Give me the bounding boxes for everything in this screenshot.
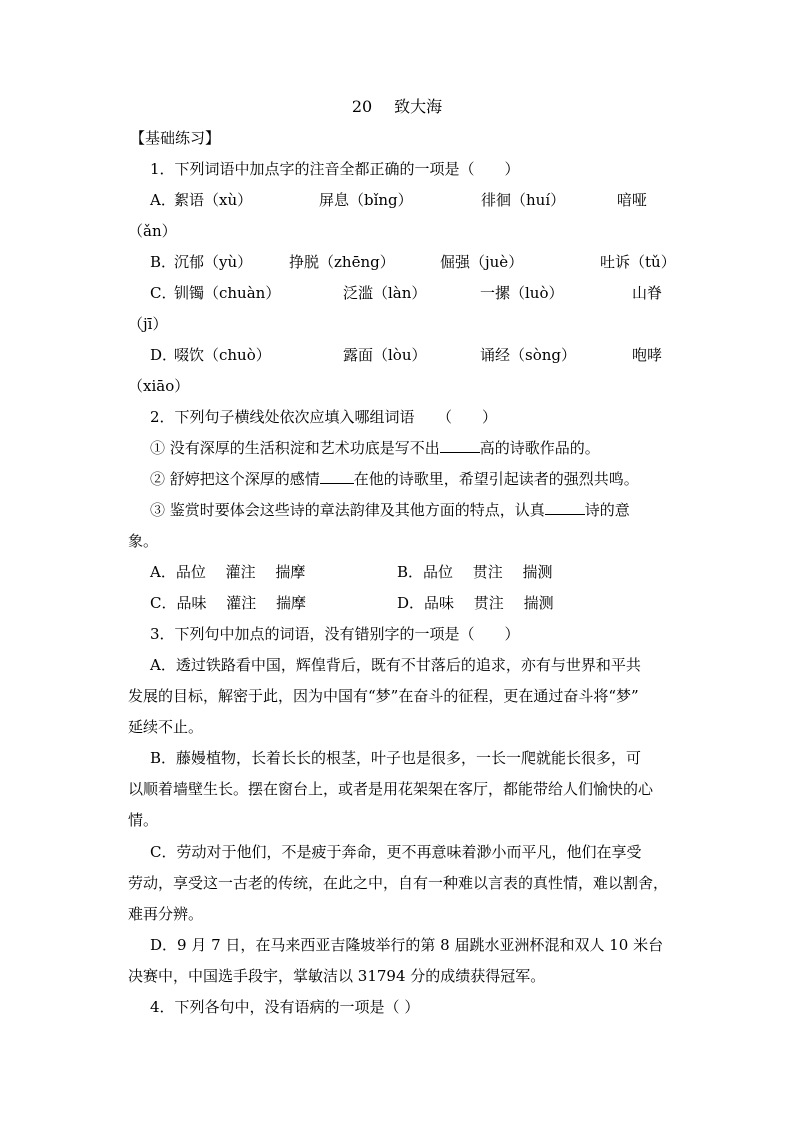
q2-sentence-3-wrap: 象。 [128, 532, 159, 550]
option-word: 喑哑 [617, 191, 648, 209]
q2-option-a: A．品位 灌注 揣摩 [150, 563, 306, 581]
sentence-text: 在他的诗歌里，希望引起读者的强烈共鸣。 [353, 470, 639, 488]
option-word: 泛滥（làn） [343, 284, 427, 302]
q2-sentence-1 [150, 438, 600, 458]
lesson-title: 致大海 [394, 97, 443, 116]
sentence-text: 诗的意 [584, 501, 630, 519]
option-word: 屏息（bǐng） [319, 191, 413, 209]
option-word: 沉郁（yù） [174, 253, 253, 271]
q2-sentence-3 [150, 500, 630, 520]
option-word: 一摞（luò） [480, 284, 564, 302]
sentence-text: ① 没有深厚的生活积淀和艺术功底是写不出 [150, 439, 440, 457]
q1-stem: 1．下列词语中加点字的注音全都正确的一项是（ ） [150, 160, 520, 178]
option-word: 徘徊（huí） [481, 191, 566, 209]
q4-stem: 4．下列各句中，没有语病的一项是（ ） [150, 998, 420, 1016]
option-label: D． [150, 346, 178, 364]
q3-option-c-line3: 难再分辨。 [128, 905, 204, 923]
option-word-wrap: （ǎn） [128, 222, 177, 240]
option-word: 钏镯（chuàn） [174, 284, 281, 302]
q3-option-a-line3: 延续不止。 [128, 718, 204, 736]
q3-option-b-line1: B．藤嫚植物，长着长长的根茎，叶子也是很多，一长一爬就能长很多，可 [150, 749, 642, 767]
option-label: C． [150, 284, 177, 302]
q3-option-d-line1: D．9 月 7 日，在马来西亚吉隆坡举行的第 8 届跳水亚洲杯混和双人 10 米台 [150, 936, 664, 954]
q2-stem: 2．下列句子横线处依次应填入哪组词语 （ ） [150, 408, 498, 426]
sentence-text: ③ 鉴赏时要体会这些诗的章法韵律及其他方面的特点，认真 [150, 501, 545, 519]
fill-blank [440, 438, 480, 453]
fill-blank [545, 500, 585, 515]
option-word: 挣脱（zhēng） [289, 253, 395, 271]
option-word-wrap: （xiāo） [128, 377, 190, 395]
q3-option-a-line1: A．透过铁路看中国，辉偟背后，既有不甘落后的追求，亦有与世界和平共 [150, 656, 641, 674]
option-word: 絮语（xù） [174, 191, 253, 209]
q3-option-a-line2: 发展的目标，解密于此，因为中国有“梦”在奋斗的征程，更在通过奋斗将“梦” [128, 687, 639, 705]
q2-option-d: D．品味 贯注 揣测 [397, 594, 554, 612]
sentence-text: ② 舒婷把这个深厚的感情 [150, 470, 320, 488]
fill-blank [320, 469, 354, 484]
q3-option-d-line2: 决赛中，中国选手段宇，掌敏洁以 31794 分的成绩获得冠军。 [128, 967, 546, 985]
option-word: 倔强（juè） [440, 253, 524, 271]
option-word: 山脊 [632, 284, 663, 302]
q3-stem: 3．下列句中加点的词语，没有错别字的一项是（ ） [150, 625, 520, 643]
q3-option-b-line3: 情。 [128, 811, 159, 829]
q2-option-c: C．品味 灌注 揣摩 [150, 594, 307, 612]
sentence-text: 高的诗歌作品的。 [479, 439, 600, 457]
q3-option-c-line1: C．劳动对于他们，不是疲于奔命，更不再意味着渺小而平凡，他们在享受 [150, 843, 642, 861]
option-word: 诵经（sòng） [480, 346, 576, 364]
page-title [0, 97, 794, 117]
q3-option-c-line2: 劳动，享受这一古老的传统，在此之中，自有一种难以言表的真性情，难以割舍， [128, 874, 669, 892]
option-label: A． [150, 191, 176, 209]
q3-option-b-line2: 以顺着墙壁生长。摆在窗台上，或者是用花架架在客厅，都能带给人们愉快的心 [128, 780, 654, 798]
q2-sentence-2 [150, 469, 639, 489]
option-word: 吐诉（tǔ） [600, 253, 676, 271]
option-word-wrap: （jī） [128, 315, 168, 333]
q2-option-b: B．品位 贯注 揣测 [397, 563, 553, 581]
lesson-number: 20 [351, 97, 373, 116]
option-word: 咆哮 [632, 346, 663, 364]
option-label: B． [150, 253, 177, 271]
section-heading: 【基础练习】 [130, 129, 221, 147]
option-word: 啜饮（chuò） [174, 346, 271, 364]
option-word: 露面（lòu） [343, 346, 427, 364]
